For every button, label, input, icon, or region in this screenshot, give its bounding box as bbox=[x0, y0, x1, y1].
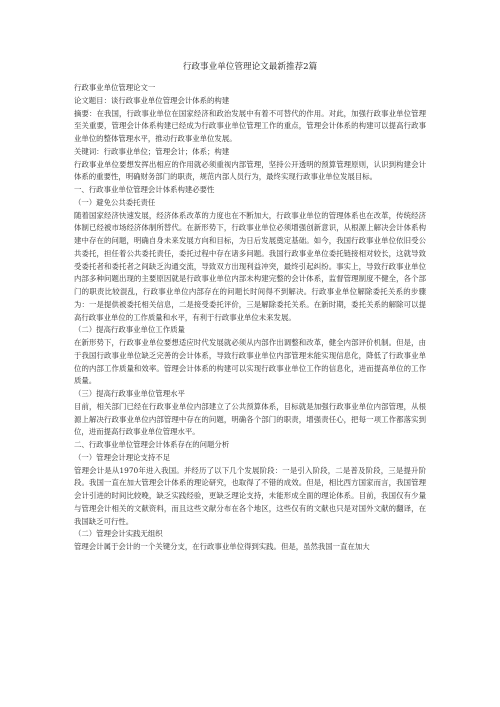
abstract-paragraph: 摘要：在我国，行政事业单位在国家经济和政治发展中有着不可替代的作用。对此，加强行政事业单位管理至关重要，管理会计体系构建已经成为行政事业单位管理工作的重点，管理会计体系的构建可以提高行政事业单位的整体管理水平，推动行政事业单位发展。 bbox=[74, 108, 426, 143]
body-paragraph: 在新形势下，行政事业单位要想适应时代发展就必须从内部作出调整和改革，健全内部评价机制。但是，由于我国行政事业单位缺乏完善的会计体系，导致行政事业单位内部管理未能实现信息化，降低了行政事业单位的内部工作质量和效率。管理会计体系的构建可以实现行政事业单位工作的信息化，进而提高单位的工作质量。 bbox=[74, 338, 426, 386]
section-heading: 二、行政事业单位管理会计体系存在的问题分析 bbox=[74, 440, 230, 449]
subsection-heading: （一）避免公共委托责任 bbox=[74, 197, 156, 207]
intro-paragraph: 行政事业单位要想发挥出相应的作用就必须重视内部管理，坚持公开透明的预算管理原则，认识到构建会计体系的重要性，明确财务部门的职责，规范内部人员行为，最终实现行政事业单位发展目标。 bbox=[74, 159, 426, 182]
subsection-heading: （二）提高行政事业单位工作质量 bbox=[74, 325, 185, 335]
body-paragraph: 随着国家经济快速发展，经济体系改革的力度也在不断加大，行政事业单位的管理体系也在改革，传统经济体制已经被市场经济体制所替代。在新形势下，行政事业单位必须增强创新意识，从根源上解决会计体系构建中存在的问题，明确自身未来发展方向和目标，为日后发展奠定基础。如今，我国行政事业单位依旧受公共委托，担任着公共委托责任，委托过程中存在诸多问题。我国行政事业单位委托链接相对较长，这就导致受委托者和委托者之间缺乏沟通交流，导致双方出现利益冲突，最终引起纠纷。事实上，导致行政事业单位内部多种问题出现的主要原因就是行政事业单位内部未构建完整的会计体系，监督管理制度不健全，各个部门的职责比较混乱，行政事业单位内部存在的问题长时间得不到解决。行政事业单位解除委托关系的步骤为：一是提供被委托相关信息，二是接受委托评价，三是解除委托关系。在新时期，委托关系的解除可以提高行政事业单位的工作质量和水平，有利于行政事业单位未来发展。 bbox=[74, 210, 426, 322]
body-paragraph: 目前，相关部门已经在行政事业单位内部建立了公共预算体系，目标就是加强行政事业单位内部管理，从根源上解决行政事业单位内部管理中存在的问题，明确各个部门的职责，增强责任心，把每一项工作都落实到位，进而提高行政事业单位管理水平。 bbox=[74, 401, 426, 437]
section-heading: 一、行政事业单位管理会计体系构建必要性 bbox=[74, 185, 215, 194]
body-paragraph: 管理会计是从1970年进入我国。并经历了以下几个发展阶段：一是引入阶段，二是普及阶段，三是提升阶段。我国一直在加大管理会计体系的理论研究，也取得了不错的成效。但是，相比西方国家而言，我国管理会计引进的时间比较晚，缺乏实践经验，更缺乏理论支持，未能形成全面的理论体系。目前，我国仅有少量与管理会计相关的文献资料，而且这些文献分布在各个地区，这些仅有的文献也只是对国外文献的翻译，在我国缺乏可行性。 bbox=[74, 465, 426, 526]
paper-number-heading: 行政事业单位管理论文一 bbox=[74, 83, 156, 92]
subsection-heading: （二）管理会计实践无组织 bbox=[74, 529, 163, 539]
subsection-heading: （一）管理会计理论支持不足 bbox=[74, 452, 171, 462]
subsection-heading: （三）提高行政事业单位管理水平 bbox=[74, 389, 185, 398]
keywords-line: 关键词：行政事业单位；管理会计；体系；构建 bbox=[74, 146, 230, 156]
document-body bbox=[74, 82, 426, 554]
body-paragraph: 管理会计属于会计的一个关键分支，在行政事业单位得到实践。但是，虽然我国一直在加大 bbox=[74, 542, 370, 551]
paper-title-line: 论文题目：谈行政事业单位管理会计体系的构建 bbox=[74, 95, 230, 105]
document-title: 行政事业单位管理论文最新推荐2篇 bbox=[182, 62, 318, 72]
